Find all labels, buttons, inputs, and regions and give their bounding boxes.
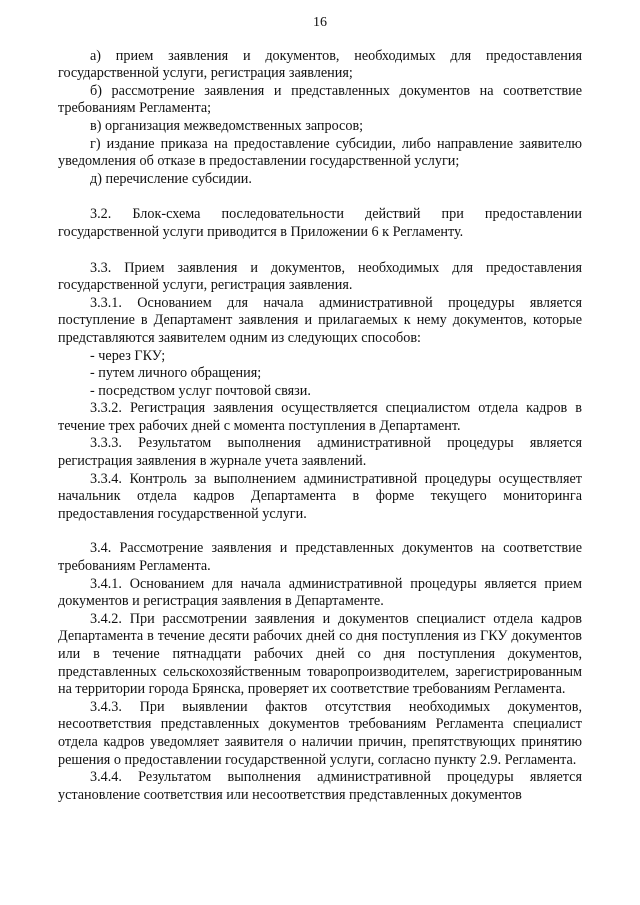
section-3-3-2: 3.3.2. Регистрация заявления осуществляется специалистом отдела кадров в течение трех рабочих дней с момента поступления в Департамент. xyxy=(58,400,582,434)
list-item-d: д) перечисление субсидии. xyxy=(90,170,252,187)
method-personal: - путем личного обращения; xyxy=(90,365,262,382)
section-3-4-3: 3.4.3. При выявлении фактов отсутствия необходимых документов, несоответствия представленных документов требованиям Регламента специалист отдела кадров уведомляет заявителя о наличии причин, препятствующих принятию решения о предоставлении государственной услуги, согласно пункту 2.9. Регламента. xyxy=(58,698,582,768)
list-item-v: в) организация межведомственных запросов; xyxy=(90,117,364,134)
method-post: - посредством услуг почтовой связи. xyxy=(90,382,311,399)
section-3-4-heading: 3.4. Рассмотрение заявления и представленных документов на соответствие требованиям Регламента. xyxy=(58,540,582,575)
section-3-3-4: 3.3.4. Контроль за выполнением административной процедуры осуществляет начальник отдела кадров Департамента в форме текущего мониторинга предоставления государственной услуги. xyxy=(58,470,582,522)
method-gku: - через ГКУ; xyxy=(90,347,166,364)
section-3-4-1: 3.4.1. Основанием для начала административной процедуры является прием документов и регистрация заявления в Департаменте. xyxy=(58,575,582,610)
section-3-3-3: 3.3.3. Результатом выполнения административной процедуры является регистрация заявления в журнале учета заявлений. xyxy=(58,435,582,470)
section-3-2: 3.2. Блок-схема последовательности действий при предоставлении государственной услуги приводится в Приложении 6 к Регламенту. xyxy=(58,206,582,240)
page-number: 16 xyxy=(313,15,327,30)
section-3-3-heading: 3.3. Прием заявления и документов, необходимых для предоставления государственной услуги, регистрация заявления. xyxy=(58,259,582,294)
list-item-g: г) издание приказа на предоставление субсидии, либо направление заявителю уведомления об отказе в предоставлении государственной услуги; xyxy=(58,135,582,170)
document-page xyxy=(58,14,582,804)
section-3-3-1: 3.3.1. Основанием для начала административной процедуры является поступление в Департамент заявления и прилагаемых к нему документов, которые представляются заявителем одним из следующих способов: xyxy=(58,294,582,346)
list-item-b: б) рассмотрение заявления и представленных документов на соответствие требованиям Регламента; xyxy=(58,82,582,117)
section-3-4-2: 3.4.2. При рассмотрении заявления и документов специалист отдела кадров Департамента в течение десяти рабочих дней со дня поступления из ГКУ документов или в течение пятнадцати рабочих дней со дня поступления документов, представленных сельскохозяйственным товаропроизводителем, зарегистрированным на территории города Брянска, проверяет их соответствие требованиям Регламента. xyxy=(58,610,582,698)
list-item-a: а) прием заявления и документов, необходимых для предоставления государственной услуги, регистрация заявления; xyxy=(58,47,582,82)
section-3-4-4: 3.4.4. Результатом выполнения административной процедуры является установление соответствия или несоответствия представленных документов xyxy=(58,769,582,803)
